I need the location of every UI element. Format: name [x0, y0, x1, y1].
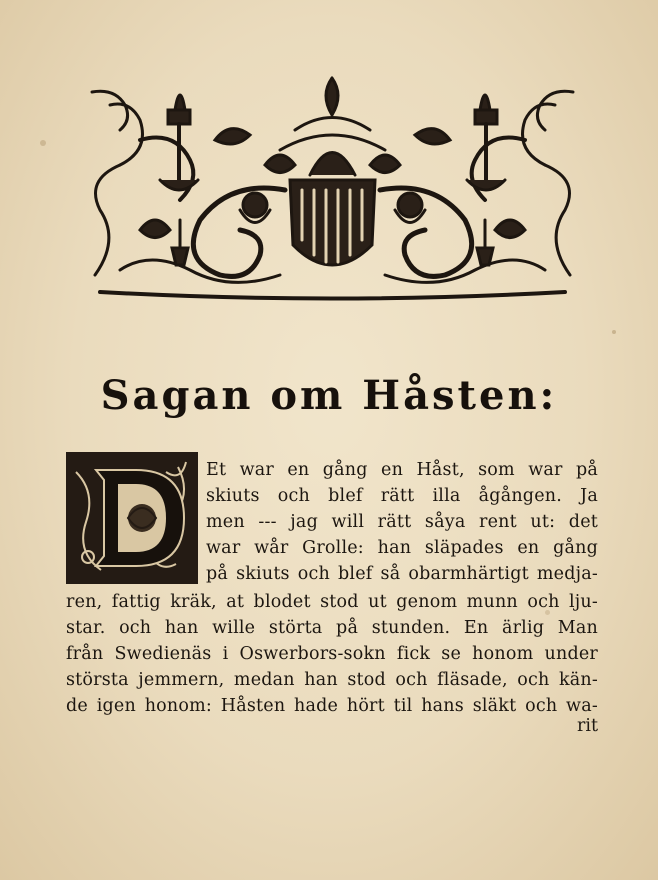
- paper-spot: [40, 140, 46, 146]
- text-line: skiuts och blef rätt illa ågången. Ja: [206, 486, 598, 506]
- text-line: de igen honom: Håsten hade hört til hans släkt och wa-: [66, 696, 598, 716]
- ornamental-headpiece: [80, 70, 585, 302]
- text-line: största jemmern, medan han stod och fläsade, och kän-: [66, 670, 598, 690]
- text-line: ren, fattig kräk, at blodet stod ut genom munn och lju-: [66, 592, 598, 612]
- text-line: på skiuts och blef så obarmhärtigt medja-: [206, 564, 598, 584]
- page-title: Sagan om Håsten:: [100, 372, 558, 419]
- paper-spot: [612, 330, 616, 334]
- catchword: rit: [577, 716, 598, 736]
- text-line: star. och han wille störta på stunden. En ärlig Man: [66, 618, 598, 638]
- dropcap-letter: [66, 452, 198, 584]
- text-line: Et war en gång en Håst, som war på: [206, 460, 598, 480]
- text-line: men --- jag will rätt såya rent ut: det: [206, 512, 598, 532]
- text-line: från Swedienäs i Oswerbors-sokn fick se honom under: [66, 644, 598, 664]
- text-line: war wår Grolle: han släpades en gång: [206, 538, 598, 558]
